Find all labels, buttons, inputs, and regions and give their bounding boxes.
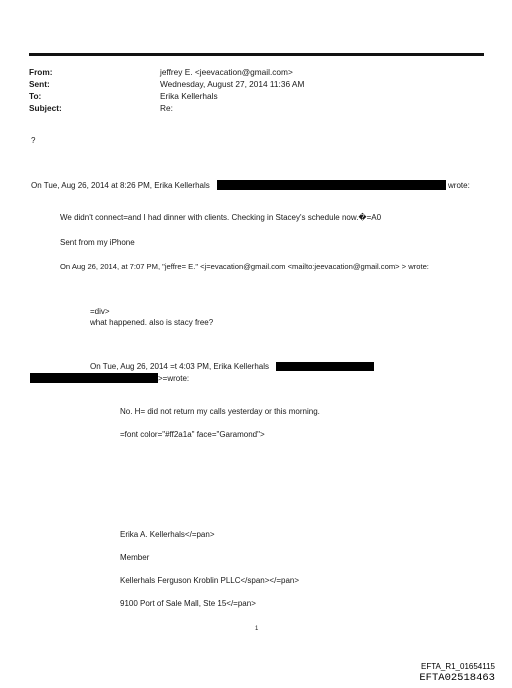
header-rule — [29, 53, 484, 56]
bates-number-small: EFTA_R1_01654115 — [421, 662, 495, 671]
from-label: From: — [29, 67, 53, 77]
quote2-intro: On Aug 26, 2014, at 7:07 PM, "jeffre= E." <j=evacation@gmail.com <mailto:jeevacation@gmail.com> > wrote: — [60, 262, 429, 271]
to-value: Erika Kellerhals — [160, 91, 218, 101]
bates-number-large: EFTA02518463 — [419, 672, 495, 684]
line-what: what happened. also is stacy free? — [90, 318, 214, 327]
signature-title: Member — [120, 553, 150, 562]
sent-value: Wednesday, August 27, 2014 11:36 AM — [160, 79, 305, 89]
redaction-bar — [217, 180, 446, 190]
from-value: jeffrey E. <jeevacation@gmail.com> — [160, 67, 293, 77]
quote3-wrote: >=wrote: — [158, 374, 190, 383]
line-font: =font color="#ff2a1a" face="Garamond"> — [120, 430, 265, 439]
sent-label: Sent: — [29, 79, 50, 89]
signature-name: Erika A. Kellerhals</=pan> — [120, 530, 215, 539]
page-number: 1 — [255, 626, 259, 632]
signature-firm: Kellerhals Ferguson Kroblin PLLC</span></=pan> — [120, 576, 300, 585]
quote1-wrote: wrote: — [448, 181, 470, 190]
line-iphone: Sent from my iPhone — [60, 238, 135, 247]
subject-value: Re: — [160, 103, 173, 113]
line-div: =div> — [90, 307, 110, 316]
subject-label: Subject: — [29, 103, 62, 113]
reply-text: ? — [31, 136, 36, 145]
to-label: To: — [29, 91, 42, 101]
signature-address: 9100 Port of Sale Mall, Ste 15</=pan> — [120, 599, 256, 608]
redaction-bar — [276, 362, 374, 371]
quote3-intro: On Tue, Aug 26, 2014 =t 4:03 PM, Erika Kellerhals — [90, 362, 269, 371]
line-connect: We didn't connect=and I had dinner with clients. Checking in Stacey's schedule now.�=A0 — [60, 213, 382, 222]
quote1-intro: On Tue, Aug 26, 2014 at 8:26 PM, Erika Kellerhals — [31, 181, 210, 190]
redaction-bar — [30, 373, 158, 383]
line-no: No. H= did not return my calls yesterday or this morning. — [120, 407, 320, 416]
